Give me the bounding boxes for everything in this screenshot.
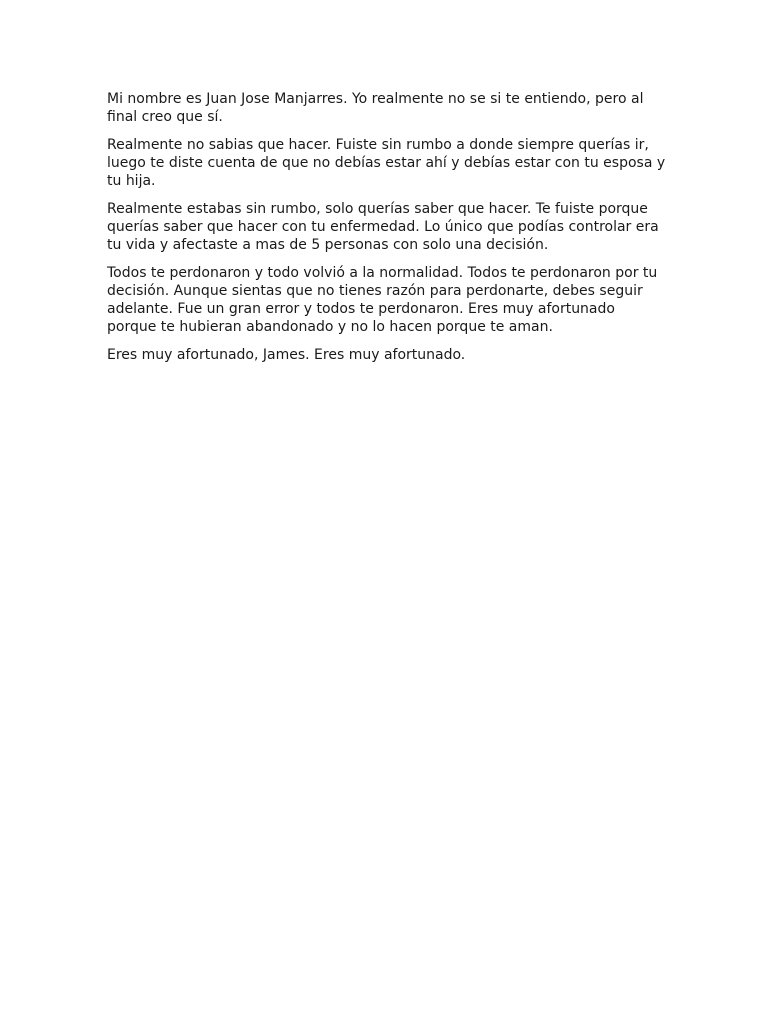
document-body (107, 90, 667, 374)
paragraph-no-rumbo: Realmente no sabias que hacer. Fuiste sin rumbo a donde siempre querías ir, luego te diste cuenta de que no debías estar ahí y debías estar con tu esposa y tu hija. (107, 137, 666, 189)
paragraph-perdon: Todos te perdonaron y todo volvió a la normalidad. Todos te perdonaron por tu decisión. Aunque sientas que no tienes razón para perdonarte, debes seguir adelante. Fue un gran error y todos te perdonaron. Eres muy afortunado porque te hubieran abandonado y no lo hacen porque te aman. (107, 265, 658, 335)
paragraph-closing: Eres muy afortunado, James. Eres muy afortunado. (107, 347, 466, 363)
paragraph-enfermedad: Realmente estabas sin rumbo, solo querías saber que hacer. Te fuiste porque querías saber que hacer con tu enfermedad. Lo único que podías controlar era tu vida y afectaste a mas de 5 personas con solo una decisión. (107, 201, 659, 253)
paragraph-intro: Mi nombre es Juan Jose Manjarres. Yo realmente no se si te entiendo, pero al final creo que sí. (107, 91, 644, 125)
